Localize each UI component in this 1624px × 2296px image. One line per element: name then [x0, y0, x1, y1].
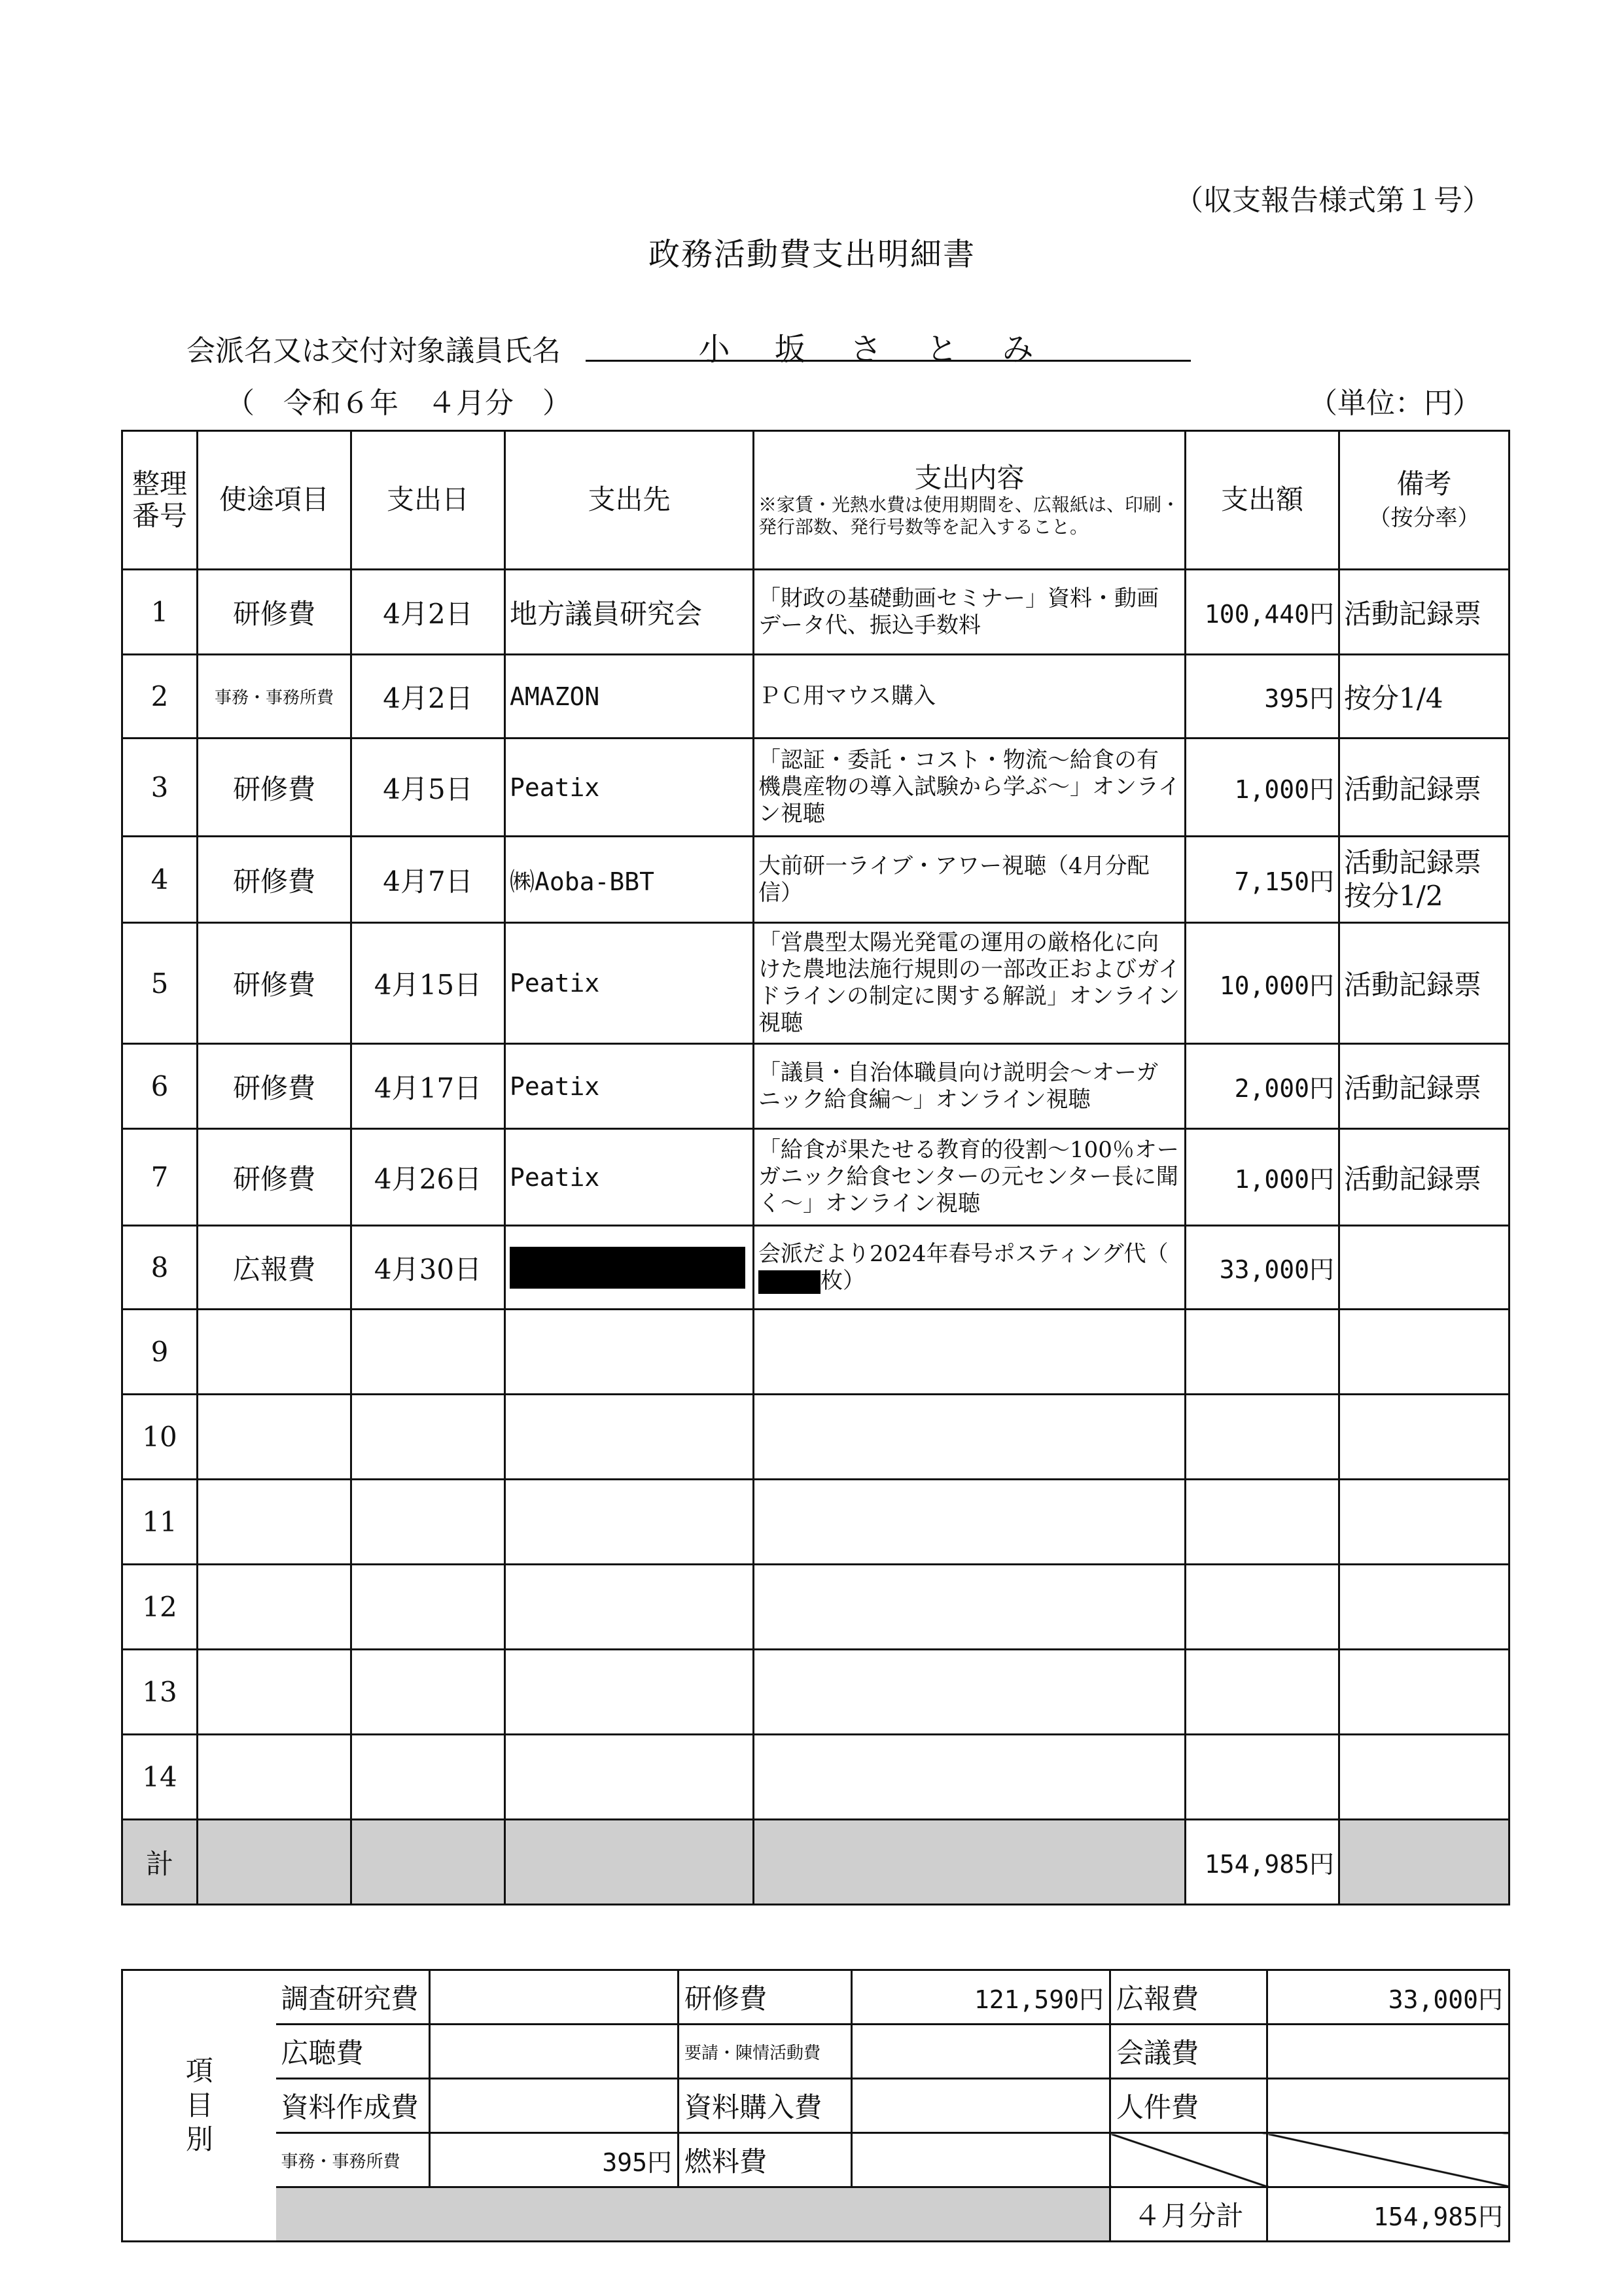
table-row-empty: [122, 1395, 1509, 1480]
row-content: 「給食が果たせる教育的役割～100％オーガニック給食センターの元センター長に聞く～」オンライン視聴: [754, 1129, 1186, 1226]
table-row: [122, 837, 1509, 923]
summary-value: 395円: [430, 2133, 679, 2187]
summary-value: 121,590円: [852, 1970, 1110, 2025]
redaction-block: [510, 1247, 745, 1289]
summary-value: [852, 2025, 1110, 2079]
total-row: [122, 1820, 1509, 1905]
row-category: 事務・事務所費: [198, 655, 351, 739]
col-remarks: [1339, 431, 1509, 570]
row-category: 研修費: [198, 1129, 351, 1226]
row-content: 「認証・委託・コスト・物流～給食の有機農産物の導入試験から学ぶ～」オンライン視聴: [754, 739, 1186, 837]
row-remarks: 活動記録票: [1339, 739, 1509, 837]
table-header-row: [122, 431, 1509, 570]
summary-row: [122, 1970, 1509, 2025]
row-payee: Peatix: [505, 1129, 754, 1226]
summary-label: 資料購入費: [679, 2079, 852, 2133]
total-label: 計: [122, 1820, 198, 1905]
row-no: 8: [122, 1226, 198, 1310]
row-no: 14: [122, 1735, 198, 1820]
col-content-note: ※家賃・光熱水費は使用期間を、広報紙は、印刷・発行部数、発行号数等を記入すること。: [758, 494, 1180, 538]
row-category: 広報費: [198, 1226, 351, 1310]
row-no: 12: [122, 1565, 198, 1650]
row-date: 4月30日: [351, 1226, 505, 1310]
row-content: [754, 1226, 1186, 1310]
page-title: 政務活動費支出明細書: [648, 236, 976, 273]
table-row-empty: [122, 1735, 1509, 1820]
row-payee: AMAZON: [505, 655, 754, 739]
col-payee: 支出先: [505, 431, 754, 570]
table-row-empty: [122, 1480, 1509, 1565]
summary-value: [430, 2079, 679, 2133]
row-amount: 1,000円: [1186, 739, 1339, 837]
row-amount: 100,440円: [1186, 570, 1339, 655]
period: （ 令和６年 ４月分 ）: [226, 387, 571, 420]
row-amount: 10,000円: [1186, 923, 1339, 1044]
row-payee: Peatix: [505, 1044, 754, 1129]
row-no: 1: [122, 570, 198, 655]
name-value: 小坂さとみ: [586, 324, 1191, 362]
row-payee: [505, 1226, 754, 1310]
row-date: 4月17日: [351, 1044, 505, 1129]
table-row: [122, 1226, 1509, 1310]
summary-value: [430, 1970, 679, 2025]
summary-label: 会議費: [1110, 2025, 1267, 2079]
row-content: 「営農型太陽光発電の運用の厳格化に向けた農地法施行規則の一部改正およびガイドラインの制定に関する解説」オンライン視聴: [754, 923, 1186, 1044]
table-row: [122, 1129, 1509, 1226]
row-no: 4: [122, 837, 198, 923]
table-row-empty: [122, 1650, 1509, 1735]
row-content: 「財政の基礎動画セミナー」資料・動画データ代、振込手数料: [754, 570, 1186, 655]
summary-value: [430, 2025, 679, 2079]
row-no: 5: [122, 923, 198, 1044]
col-date: 支出日: [351, 431, 505, 570]
summary-row: [122, 2133, 1509, 2187]
row-date: 4月2日: [351, 655, 505, 739]
col-content: [754, 431, 1186, 570]
summary-label: 広聴費: [276, 2025, 430, 2079]
row-category: 研修費: [198, 1044, 351, 1129]
summary-label: 事務・事務所費: [276, 2133, 430, 2187]
row-date: 4月7日: [351, 837, 505, 923]
row-category: 研修費: [198, 923, 351, 1044]
row-category: 研修費: [198, 837, 351, 923]
row-category: 研修費: [198, 739, 351, 837]
row-content-part-b: 枚）: [821, 1267, 865, 1294]
total-amount: 154,985円: [1186, 1820, 1339, 1905]
row-content: 「議員・自治体職員向け説明会～オーガニック給食編～」オンライン視聴: [754, 1044, 1186, 1129]
row-amount: 2,000円: [1186, 1044, 1339, 1129]
row-date: 4月15日: [351, 923, 505, 1044]
row-amount: 33,000円: [1186, 1226, 1339, 1310]
row-date: 4月26日: [351, 1129, 505, 1226]
row-amount: 395円: [1186, 655, 1339, 739]
summary-label: 燃料費: [679, 2133, 852, 2187]
row-no: 7: [122, 1129, 198, 1226]
col-amount: 支出額: [1186, 431, 1339, 570]
row-payee: 地方議員研究会: [505, 570, 754, 655]
row-content-part-a: 会派だより2024年春号ポスティング代（: [758, 1240, 1169, 1267]
name-label: 会派名又は交付対象議員氏名: [186, 334, 561, 368]
summary-head: 項目別: [122, 1970, 276, 2242]
diagonal-slash: [1110, 2133, 1267, 2187]
row-no: 3: [122, 739, 198, 837]
unit-label: （単位：円）: [1309, 387, 1481, 420]
summary-table: [121, 1969, 1510, 2242]
form-number: （収支報告様式第１号）: [1174, 184, 1491, 217]
col-content-title: 支出内容: [914, 461, 1025, 494]
summary-row: [122, 2025, 1509, 2079]
table-row: [122, 1044, 1509, 1129]
col-category: 使途項目: [198, 431, 351, 570]
row-remarks: 活動記録票: [1339, 1044, 1509, 1129]
row-payee: ㈱Aoba-BBT: [505, 837, 754, 923]
diagonal-slash: [1267, 2133, 1509, 2187]
row-category: 研修費: [198, 570, 351, 655]
table-row: [122, 739, 1509, 837]
summary-label: 要請・陳情活動費: [679, 2025, 852, 2079]
row-remarks: 按分1/4: [1339, 655, 1509, 739]
row-payee: Peatix: [505, 739, 754, 837]
summary-value: [852, 2133, 1110, 2187]
row-no: 11: [122, 1480, 198, 1565]
summary-total-label: ４月分計: [1110, 2187, 1267, 2242]
row-remarks: 活動記録票: [1339, 923, 1509, 1044]
summary-label: 人件費: [1110, 2079, 1267, 2133]
row-no: 6: [122, 1044, 198, 1129]
row-amount: 1,000円: [1186, 1129, 1339, 1226]
row-date: 4月2日: [351, 570, 505, 655]
row-payee: Peatix: [505, 923, 754, 1044]
summary-label: 調査研究費: [276, 1970, 430, 2025]
redaction-block: [758, 1270, 821, 1294]
table-row-empty: [122, 1565, 1509, 1650]
table-row-empty: [122, 1310, 1509, 1395]
summary-label: 広報費: [1110, 1970, 1267, 2025]
summary-label: 研修費: [679, 1970, 852, 2025]
row-remarks: 活動記録票: [1339, 1129, 1509, 1226]
row-remarks: 活動記録票 按分1/2: [1339, 837, 1509, 923]
summary-value: 33,000円: [1267, 1970, 1509, 2025]
table-row: [122, 655, 1509, 739]
summary-row: [122, 2079, 1509, 2133]
col-remarks-title: 備考: [1396, 468, 1452, 500]
col-remarks-sub: （按分率）: [1368, 504, 1480, 531]
row-content: 大前研一ライブ・アワー視聴（4月分配信）: [754, 837, 1186, 923]
row-date: 4月5日: [351, 739, 505, 837]
summary-label: 資料作成費: [276, 2079, 430, 2133]
row-remarks: 活動記録票: [1339, 570, 1509, 655]
row-content: ＰＣ用マウス購入: [754, 655, 1186, 739]
table-row: [122, 570, 1509, 655]
col-no: 整理番号: [122, 431, 198, 570]
expense-table: [121, 430, 1510, 1905]
summary-total-row: [122, 2187, 1509, 2242]
summary-value: [852, 2079, 1110, 2133]
row-no: 10: [122, 1395, 198, 1480]
table-row: [122, 923, 1509, 1044]
summary-value: [1267, 2025, 1509, 2079]
row-no: 9: [122, 1310, 198, 1395]
summary-total-value: 154,985円: [1267, 2187, 1509, 2242]
row-amount: 7,150円: [1186, 837, 1339, 923]
row-no: 13: [122, 1650, 198, 1735]
row-no: 2: [122, 655, 198, 739]
row-remarks: [1339, 1226, 1509, 1310]
summary-value: [1267, 2079, 1509, 2133]
